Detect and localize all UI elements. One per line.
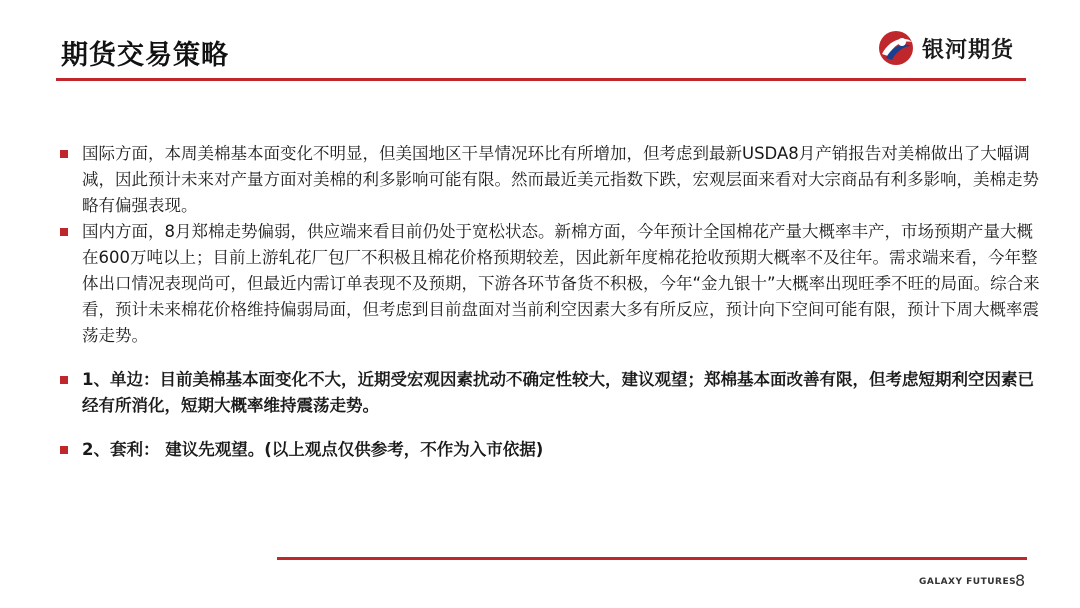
list-item <box>60 219 1040 349</box>
galaxy-logo-icon <box>876 28 916 68</box>
bullet-text-arbitrage: 2、套利： 建议先观望。(以上观点仅供参考，不作为入市依据) <box>82 440 544 459</box>
bullet-square-icon <box>60 376 68 384</box>
bullet-text-single-side: 1、单边：目前美棉基本面变化不大，近期受宏观因素扰动不确定性较大，建议观望；郑棉基本面改善有限，但考虑短期利空因素已经有所消化，短期大概率维持震荡走势。 <box>82 370 1034 415</box>
bullet-square-icon <box>60 228 68 236</box>
list-item <box>60 367 1040 419</box>
list-item <box>60 437 1040 463</box>
logo-text: 银河期货 <box>922 37 1015 63</box>
bullet-text-domestic: 国内方面，8月郑棉走势偏弱，供应端来看目前仍处于宽松状态。新棉方面，今年预计全国棉花产量大概率丰产，市场预期产量大概在600万吨以上；目前上游轧花厂包厂不积极且棉花价格预期较差，因此新年度棉花抢收预期大概率不及往年。需求端来看，今年整体出口情况表现尚可，但最近内需订单表现不及预期，下游各环节备货不积极，今年“金九银十”大概率出现旺季不旺的局面。综合来看，预计未来棉花价格维持偏弱局面，但考虑到目前盘面对当前利空因素大多有所反应，预计向下空间可能有限，预计下周大概率震荡走势。 <box>82 222 1040 345</box>
footer-divider <box>277 557 1027 560</box>
company-logo <box>876 28 1014 68</box>
page-number: 8 <box>1015 571 1026 590</box>
page-title: 期货交易策略 <box>61 40 229 71</box>
list-item <box>60 141 1040 219</box>
bullet-square-icon <box>60 446 68 454</box>
bullet-text-international: 国际方面，本周美棉基本面变化不明显，但美国地区干旱情况环比有所增加，但考虑到最新USDA8月产销报告对美棉做出了大幅调减，因此预计未来对产量方面对美棉的利多影响可能有限。然而最近美元指数下跌，宏观层面来看对大宗商品有利多影响，美棉走势略有偏强表现。 <box>82 144 1039 215</box>
bullet-square-icon <box>60 150 68 158</box>
strategy-content <box>60 141 1040 463</box>
header-divider <box>56 78 1026 81</box>
footer-brand: GALAXY FUTURES <box>919 577 1017 587</box>
